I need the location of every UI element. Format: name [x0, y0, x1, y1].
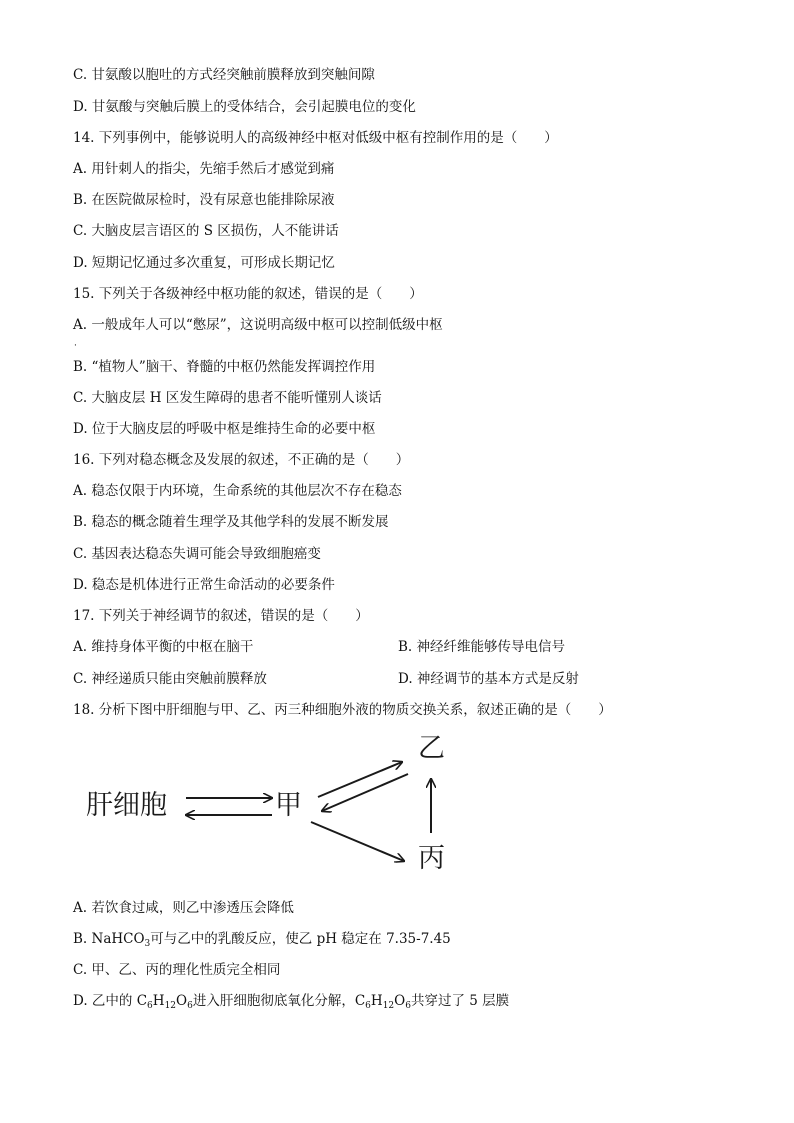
q18-option-d: [73, 992, 509, 1010]
q18b-suffix: 可与乙中的乳酸反应，使乙 pH 稳定在 7.35-7.45: [150, 931, 451, 947]
q18d-sub-c: 6: [147, 1001, 153, 1011]
q14-option-b: B. 在医院做尿检时，没有尿意也能排除尿液: [73, 192, 335, 208]
q18d-sub-c2: 6: [365, 1001, 371, 1011]
arrow-yi-to-jia: [322, 774, 408, 811]
q15-stem: 15. 下列关于各级神经中枢功能的叙述，错误的是（ ）: [73, 286, 423, 302]
q18d-prefix: D. 乙中的 C: [73, 993, 148, 1009]
q18-option-b: [73, 930, 451, 948]
q16-option-c: C. 基因表达稳态失调可能会导致细胞癌变: [73, 546, 321, 562]
arrow-jia-to-yi: [318, 762, 402, 797]
label-bing: 丙: [418, 843, 445, 874]
q18d-sub-o2: 6: [405, 1001, 411, 1011]
q18d-middle: 进入肝细胞彻底氧化分解，C: [192, 993, 366, 1009]
q17-option-b: B. 神经纤维能够传导电信号: [398, 639, 566, 655]
q18d-sub-o: 6: [187, 1001, 193, 1011]
q18d-o2: O: [394, 993, 406, 1009]
label-liver-cell: 肝细胞: [86, 790, 167, 821]
q13-option-d: D. 甘氨酸与突触后膜上的受体结合，会引起膜电位的变化: [73, 99, 416, 115]
q16-option-d: D. 稳态是机体进行正常生命活动的必要条件: [73, 577, 335, 593]
q14-option-d: D. 短期记忆通过多次重复，可形成长期记忆: [73, 255, 335, 271]
q15-option-c: C. 大脑皮层 H 区发生障碍的患者不能听懂别人谈话: [73, 390, 382, 406]
q17-option-d: D. 神经调节的基本方式是反射: [398, 671, 579, 687]
q18d-sub-h2: 12: [382, 1001, 395, 1011]
q17-option-c: C. 神经递质只能由突触前膜释放: [73, 671, 267, 687]
label-jia: 甲: [275, 790, 302, 821]
q17-option-a: A. 维持身体平衡的中枢在脑干: [73, 639, 254, 655]
q18b-subscript: 3: [144, 939, 151, 949]
q16-stem: 16. 下列对稳态概念及发展的叙述，不正确的是（ ）: [73, 452, 410, 468]
q18d-h: H: [152, 993, 165, 1009]
q16-option-b: B. 稳态的概念随着生理学及其他学科的发展不断发展: [73, 514, 389, 530]
q18d-o: O: [176, 993, 188, 1009]
q14-option-c: C. 大脑皮层言语区的 S 区损伤，人不能讲话: [73, 223, 339, 239]
q15-option-a: A. 一般成年人可以“憋尿”，这说明高级中枢可以控制低级中枢: [73, 317, 443, 333]
arrow-jia-to-bing: [311, 822, 404, 861]
stray-dot-mark: ·: [74, 341, 77, 351]
q18-option-a: A. 若饮食过咸，则乙中渗透压会降低: [73, 900, 294, 916]
q14-option-a: A. 用针刺人的指尖，先缩手然后才感觉到痛: [73, 161, 335, 177]
q15-option-b: B. “植物人”脑干、脊髓的中枢仍然能发挥调控作用: [73, 359, 376, 375]
q13-option-c: C. 甘氨酸以胞吐的方式经突触前膜释放到突触间隙: [73, 67, 375, 83]
q18d-suffix: 共穿过了 5 层膜: [410, 993, 510, 1009]
q16-option-a: A. 稳态仅限于内环境，生命系统的其他层次不存在稳态: [73, 483, 402, 499]
q18-option-c: C. 甲、乙、丙的理化性质完全相同: [73, 962, 281, 978]
q18d-sub-h: 12: [164, 1001, 177, 1011]
q15-option-d: D. 位于大脑皮层的呼吸中枢是维持生命的必要中枢: [73, 421, 376, 437]
q18d-h2: H: [370, 993, 383, 1009]
label-yi: 乙: [418, 733, 445, 764]
q18b-prefix: B. NaHCO: [73, 931, 145, 947]
q18-stem: 18. 分析下图中肝细胞与甲、乙、丙三种细胞外液的物质交换关系，叙述正确的是（ ）: [73, 702, 612, 718]
q14-stem: 14. 下列事例中，能够说明人的高级神经中枢对低级中枢有控制作用的是（ ）: [73, 130, 558, 146]
q17-stem: 17. 下列关于神经调节的叙述，错误的是（ ）: [73, 608, 369, 624]
